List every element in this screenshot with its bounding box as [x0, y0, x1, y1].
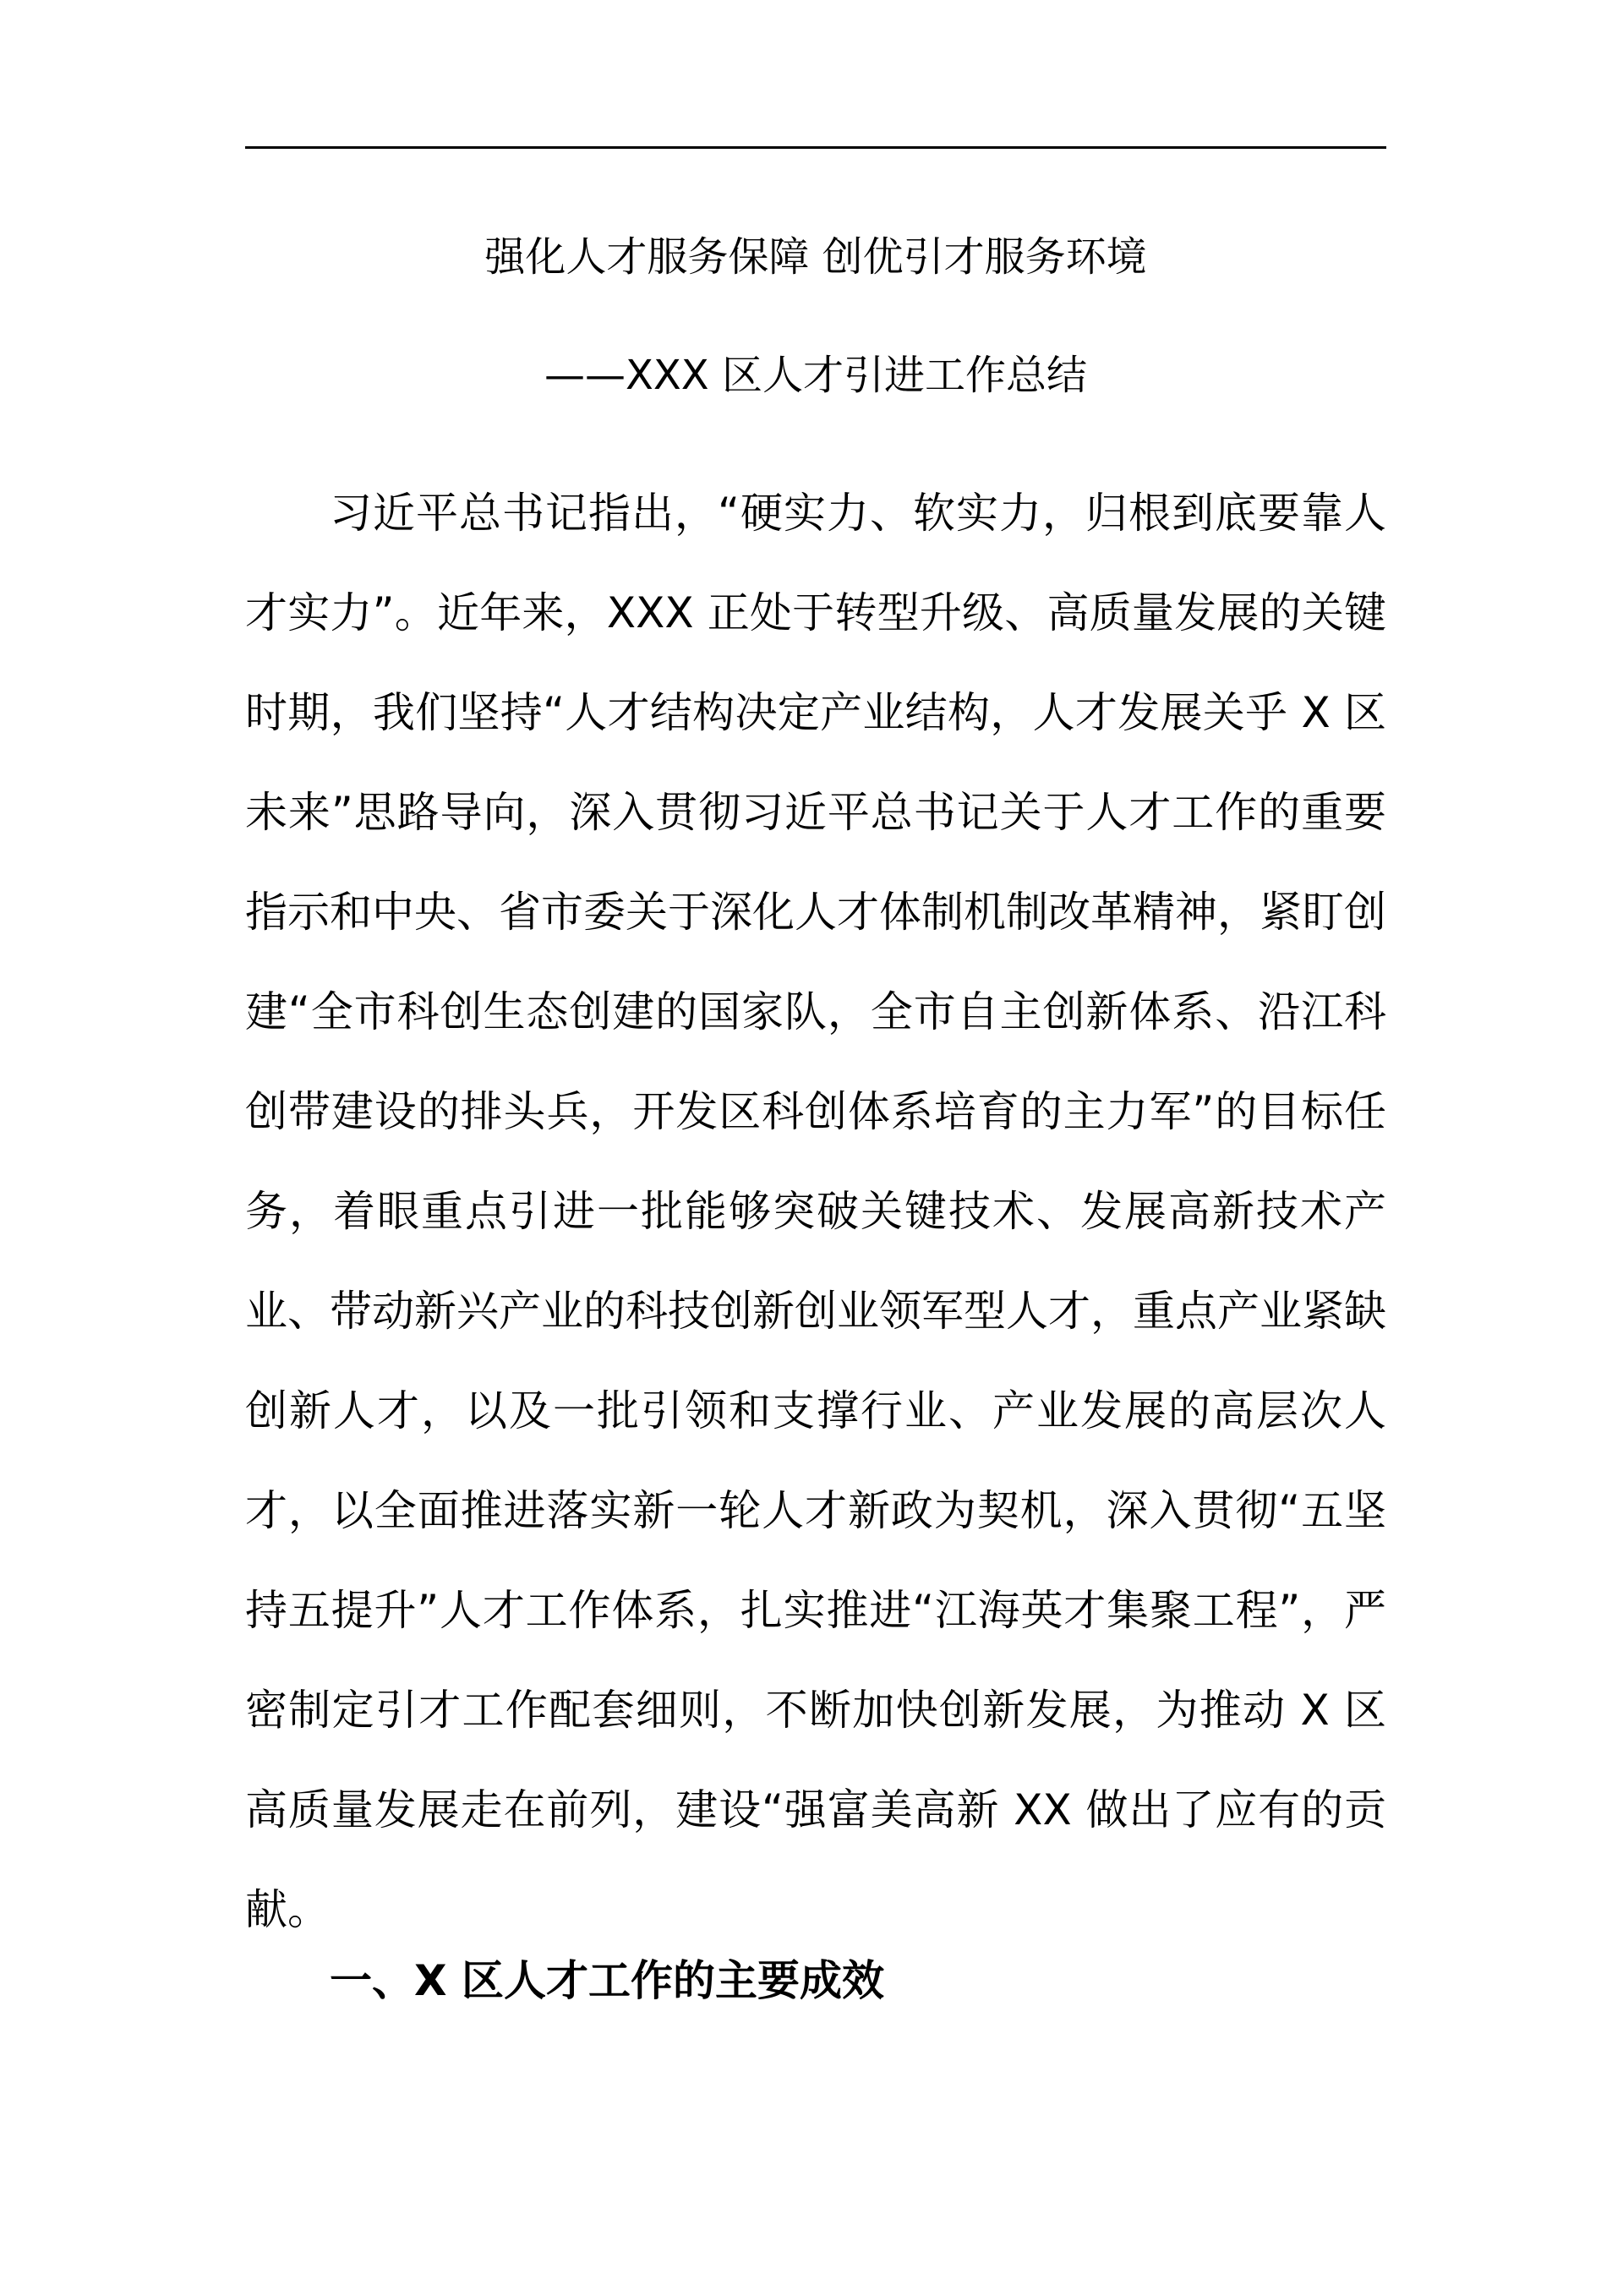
body-paragraph: 习近平总书记指出，“硬实力、软实力，归根到底要靠人才实力”。近年来，XXX 正处于转型升级、高质量发展的关键时期，我们坚持“人才结构决定产业结构，人才发展关乎 X 区未来”思路导向，深入贯彻习近平总书记关于人才工作的重要指示和中央、省市委关于深化人才体制机制改革精神，紧盯创建“全市科创生态创建的国家队，全市自主创新体系、沿江科创带建设的排头兵，开发区科创体系培育的主力军”的目标任务，着眼重点引进一批能够突破关键技术、发展高新技术产业、带动新兴产业的科技创新创业领军型人才，重点产业紧缺创新人才，以及一批引领和支撑行业、产业发展的高层次人才，以全面推进落实新一轮人才新政为契机，深入贯彻“五坚持五提升”人才工作体系，扎实推进“江海英才集聚工程”，严密制定引才工作配套细则，不断加快创新发展，为推动 X 区高质量发展走在前列，建设“强富美高新 XX 做出了应有的贡献。	[245, 489, 1386, 1934]
document-subtitle: ——XXX 区人才引进工作总结	[544, 352, 1087, 399]
document-title: 强化人才服务保障 创优引才服务环境	[484, 233, 1147, 281]
header-rule	[245, 146, 1386, 149]
section-heading: 一、X 区人才工作的主要成效	[330, 1956, 884, 2005]
